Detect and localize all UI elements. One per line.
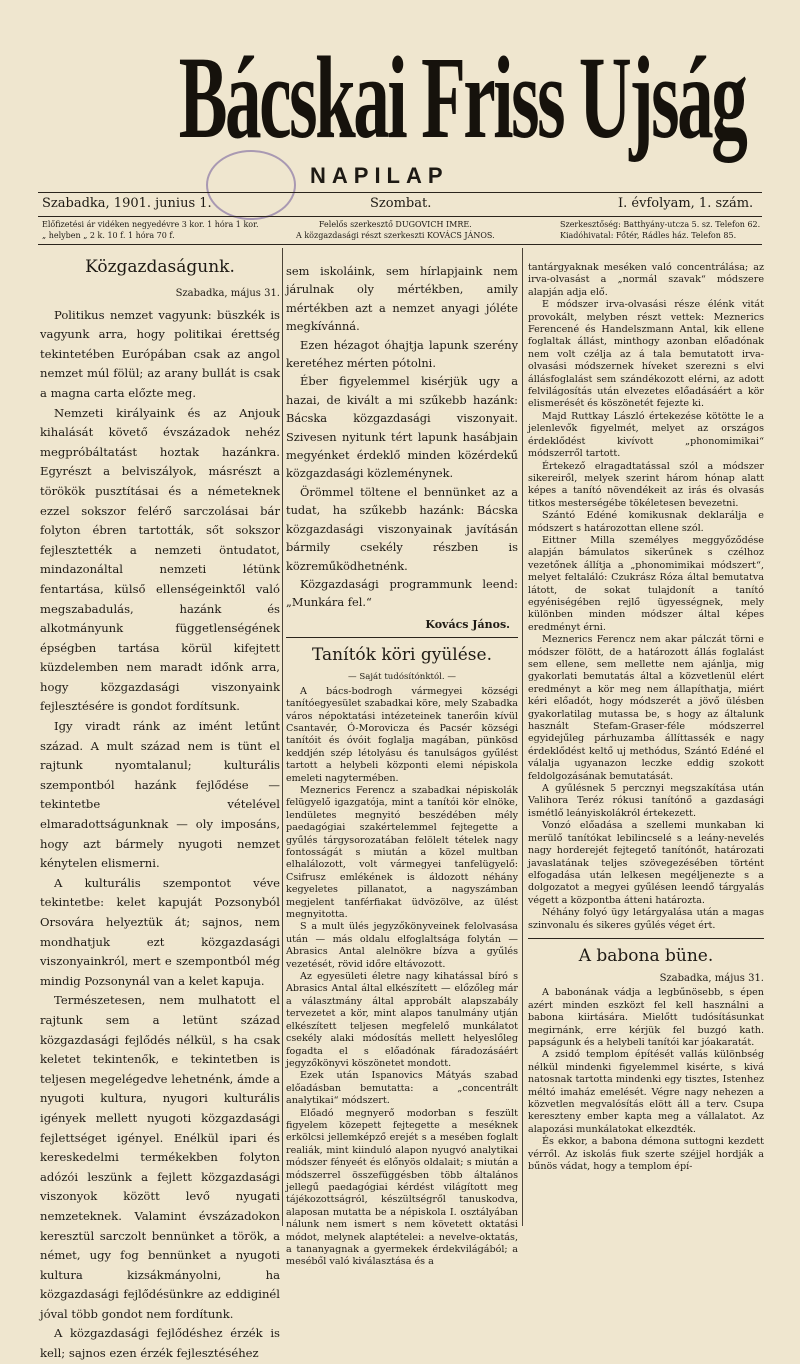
dateline-rule [38,216,762,217]
paragraph: tantárgyaknak meséken való concentrálása; az irva-olvasást a „normál szavak“ módszere alapján adja elő. [528,262,764,298]
article-dateline: Szabadka, május 31. [659,972,764,984]
editors: Felelős szerkesztő DUGOVICH IMRE. A közgazdasági részt szerkeszti KOVÁCS JÁNOS. [296,220,495,240]
section-divider [528,938,764,939]
column-rule-2 [522,248,523,1226]
dateline [40,196,760,216]
column-1 [40,250,280,1361]
paragraph: Meznerics Ferencz a szabadkai népiskolák felügyelő igazgatója, mint a tanítói kör elnöke, lendületes megnyitó beszédében mély paedagógiai szakértelemmel fejtegette a gyűlés tárgysorozatában felölelt tételek nagy fontosságát s miután a közel multban elhalálozott, volt vármegyei tanfelügyelő: Csifrusz emlékének is áldozott néhány kegyeletes pillanatot, a nagyszámban megjelent tanférfiakat üdvözölve, az ülést megnyitotta. [286,784,518,921]
article-tanitok [286,644,518,1269]
paragraph: Politikus nemzet vagyunk: büszkék is vagyunk arra, hogy politikai érettség tekintetében Európában csak az angol nemzet múl fölül; az arany bullát is csak a magna carta előzte meg. [40,307,280,400]
paragraph: S a mult ülés jegyzőkönyveinek felolvasása után — más oldalu elfoglaltsága folytán — Abrasics Antal alelnökre bízva a gyűlés vezetését, rövid időre eltávozott. [286,921,518,970]
paragraph: Ezen hézagot óhajtja lapunk szerény keretéhez mérten pótolni. [286,337,518,371]
header-bottom-rule [38,244,762,245]
place-date: Szabadka, 1901. junius 1. [42,196,212,211]
paragraph: A babonának vádja a legbűnösebb, s épen azért minden eszközt fel kell használni a babona kiirtására. Mielőtt tudósításunkat megirnánk, erre kérjük fel buzgó kath. papságunk és a helybeli tanítói kar jóakaratát. [528,987,764,1048]
paragraph: Nemzeti királyaink és az Anjouk kihalását követő évszázadok nehéz megpróbáltatást hoztak hazánkra. Egyrészt a belviszályok, másrészt a törökök pusztításai és a németeknek ezzel sokszor felérő sarczolásai bár folyton ébren tartották, sőt sokszor fejlesztették a nemzeti öntudatot, mindazonáltal nemzeti létünk fentartása, külső ellenségeinktől való megszabadulás, hazánk és alkotmányunk függetlenségének épségben tartása körül kifejtett küzdelemben nem maradt időnk arra, hogy közgazdasági viszonyaink fejlesztésére is gondot fordítsunk. [40,405,280,714]
column-rule-1 [282,248,283,1226]
paragraph: Majd Ruttkay László értekezése kötötte le a jelenlevők figyelmét, melyet az országos érdeklődést kivívott „phonomimikai“ módszerről tartott. [528,410,764,460]
author-signature: Kovács János. [425,617,510,631]
paragraph: Ezek után Ispanovics Mátyás szabad előadásban bemutatta: a „concentrált analytikai“ módszert. [286,1070,518,1107]
column-3 [528,262,764,1224]
newspaper-title: Bácskai Friss Ujság [178,32,746,163]
paragraph: Közgazdasági programmunk leend: „Munkára fel.“ [286,576,518,610]
paragraph: Néhány folyó ügy letárgyalása után a magas szinvonalu és sikeres gyűlés véget ért. [528,907,764,931]
paragraph: Természetesen, nem mulhatott el rajtunk sem a letünt század közgazdasági fejlődés nélkül, s ha csak keletet tekintenők, e tekintetben is teljesen megelégedve lehetnénk, ámde a nyugoti kultura, nyugori kulturális igények mellett nyugoti közgazdasági fejlettséget igényel. Enélkül ipari és kereskedelmi termékekben folyton adózói leszünk a fejlett közgazdasági viszonyok között levő nyugati nemzeteknek. Valamint évszázadokon keresztül sarczolt bennünket a török, a német, ugy fog bennünket a nyugoti kultura kizsákmányolni, ha közgazdasági fejlődésünkre az eddiginél jóval több gondot nem fordítunk. [40,993,280,1321]
article-byline: — Saját tudósítónktól. — [348,671,456,682]
paragraph: E módszer irva-olvasási része élénk vitát provokált, melyben részt vettek: Meznerics Ferencené és Handelszmann Antal, kik ellene foglaltak állást, minthogy azonban előadónak nem volt czélja az á tala bemutatott irva-olvasási módszernek híveket szerezni s elvi állásfoglalást sem szándékozott elérni, az adott felvilágosítás után elvezetes előadásáért a kör elismerését és köszönetét fejezte ki. [528,299,764,410]
paragraph: Örömmel töltene el bennünket az a tudat, ha szűkebb hazánk: Bácska közgazdasági viszonyainak javításán bármily csekély részben is közreműködhetnénk. [286,484,518,573]
article-title: A babona büne. [578,945,714,966]
masthead [40,32,770,178]
paragraph: Előadó megnyerő modorban s feszült figyelem közepett fejtegette a meséknek erkölcsi jellemképző erejét s a mesében foglalt realiák, mint kiinduló alapon nyugvó analytikai módszer fényeét és előnyös oldalait; s miután a módszerrel összefüggésben több általános jellegű paedagógiai kérdést világított meg tájékozottságról, készültségről tanuskodva, alaposan mutatta be a népiskola I. osztályában nálunk nem ismert s nem követett oktatási módot, melynek alaptételei: a nevelve-oktatás, a tananyagnak a gyermekek érdekvilágából; a meséből való kiválasztása és a [286,1107,518,1268]
paragraph: A kulturális szempontot véve tekintetbe: kelet kapuját Pozsonyból Orsovára helyeztük át; sajnos, nem mondhatjuk ezt közgazdasági viszonyainkról, mert e szempontból még mindig Pozsonynál van a kelet kapuja. [40,875,280,988]
column-2 [286,262,518,1268]
article-title: Tanítók köri gyülése. [312,644,492,665]
paragraph: A zsidó templom építését vallás különbség nélkül mindenki figyelemmel kisérte, s kivá natosnak tartotta mindenki egy tisztes, Istenhez méltó imaház emelését. Végre nagy nehezen a közvetlen megvalósítás elött áll a terv. Csupa kereszteny ember kapta meg a vállalatot. Az alapozási munkálatokat elkezdték. [528,1049,764,1135]
paragraph: Igy viradt ránk az imént letűnt század. A mult század nem is tünt el rajtunk nyomtalanul; kulturális szempontból hazánk fejlődése — tekintetbe vételével elmaradottságunknak — oly imposáns, hogy azt bármely nyugoti nemzet kénytelen elismerni. [40,719,280,871]
paragraph: Szántó Edéné komikusnak deklarálja e módszert s határozottan ellene szól. [528,510,764,534]
top-rule [38,192,762,193]
paragraph: Értekező elragadtatással szól a módszer sikereiről, melyek szerint három hónap alatt képes a tanító növendékeit az irás és olvasás titkos mesterségébe tökéletesen bevezetni. [528,460,764,509]
paragraph: Vonzó előadása a szellemi munkaban ki merülő tanítókat lebilincselé s a leány-nevelés nagy horderejét fejtegető tanítónőt, határozati javaslatának teljes szövegezésében történt elfogadása után lelkesen megéljenezte s a dolgozatot a megyei gyűlésen leendő tárgyalás végett a központba átteni határozta. [528,820,764,906]
paragraph: A gyűlésnek 5 percznyi megszakítása után Valihora Teréz rókusi tanítónő a gazdasági ismétlő leányiskolákról értekezett. [528,783,764,819]
volume-issue: I. évfolyam, 1. szám. [618,196,754,211]
article-dateline: Szabadka, május 31. [175,288,280,299]
article-title: Közgazdaságunk. [85,257,235,277]
offices: Szerkesztőség: Batthyány-utcza 5. sz. Telefon 62. Kiadóhivatal: Főtér, Rádles ház. Telefon 85. [560,220,761,240]
paragraph: A bács-bodrogh vármegyei községi tanítóegyesület szabadkai köre, mely Szabadka város népoktatási intézeteinek tanerőin kívül Csantavér, Ó-Morovicza és Pacsér községi tanítóit és óvóit foglalja magában, pünkösd keddjén szép létolyásu és tanulságos gyűlést tartott a helybeli központi elemi népiskola emeleti nagytermében. [286,685,518,784]
newspaper-subtitle: NAPILAP [310,163,449,188]
paragraph: És ekkor, a babona démona suttogni kezdett vérről. Az iskolás fiuk szerte széjjel hordják a bűnös vádat, hogy a templom épí- [528,1136,764,1173]
paragraph: Meznerics Ferencz nem akar pálczát törni e módszer fölött, de a határozott állás foglalást sem ellene, sem mellette nem ajánlja, mig gyakorlati bemutatás által a közvetlenül elért eredményt a kör meg nem állapíthatja, miért kéri előadót, hogy módszerét a jövő ülésben gyakorlatilag mutassa be, s hogy az általunk használt Stefam-Graser-féle módszerrel egyidejűleg párhuzamba állíttassék e nagy érdeklődést keltő uj methódus, Szántó Edéné el válalja ugyanazon leczke eddig szokott feldolgozásának bemutatását. [528,634,764,782]
paragraph: Eittner Milla személyes meggyőződése alapján bámulatos sikerűnek s czélhoz vezetőnek állítja a „phonomimikai módszert“, melyet feltaláló: Czukrász Róza által bemutatva látott, de sokat tulajdonít a tanító egyéniségében rejlő ügyességnek, mely különben minden módszer által képes eredményt érni. [528,534,764,633]
paragraph: A közgazdasági fejlődéshez érzék is kell; sajnos ezen érzék fejlesztéséhez [40,1326,280,1361]
paragraph: Éber figyelemmel kisérjük ugy a hazai, de kivált a mi szűkebb hazánk: Bácska közgazdasági viszonyait. Szivesen nyitunk tért lapunk hasábjain megyénket érdeklő minden közérdekű közgazdasági közleménynek. [286,374,518,481]
paragraph: Az egyesületi életre nagy kihatással bíró s Abrasics Antal által elkészített — előzőleg már a választmány által approbált alapszabály tervezetet a kör, mint alapos tanulmány utján elkészített teljesen megfelelő munkálatot csekély alaki módosítás mellett helyeslőleg fogadta el s előadónak fáradozásáért jegyzőkönyvi köszönetet mondott. [286,971,518,1069]
paragraph: sem iskoláink, sem hírlapjaink nem járulnak oly mértékben, amily mértékben azt a nemzet anyagi jóléte megkívánná. [286,264,518,334]
day-name: Szombat. [370,196,432,211]
subscription-prices: Előfizetési ár vidéken negyedévre 3 kor. 1 hóra 1 kor. „ helyben „ 2 k. 10 f. 1 hóra 70 f. [42,220,259,240]
article-continuation [286,262,518,631]
section-divider [286,637,518,638]
